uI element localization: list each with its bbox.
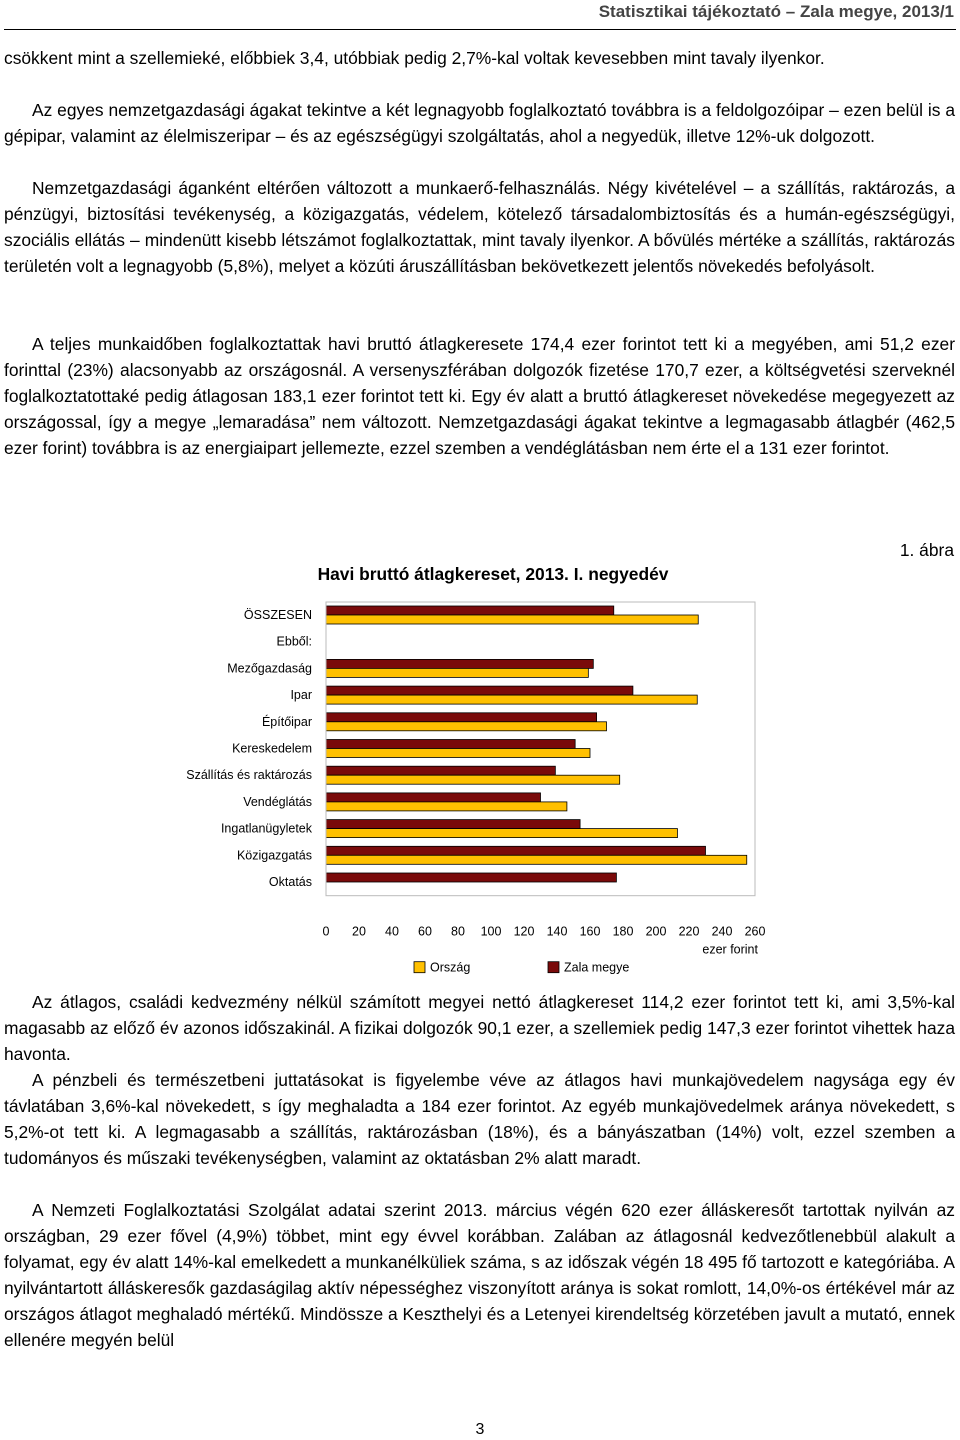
bar-zala-megye <box>326 713 597 722</box>
category-label: Építőipar <box>261 714 312 729</box>
paragraph-jobseekers: A Nemzeti Foglalkoztatási Szolgálat adatai szerint 2013. március végén 620 ezer álláskeresőt tartottak nyilván az országban, 29 ezer fővel (4,9%) többet, mint egy évvel korábban. Zalában az átlagosnál kedvezőtlenebbül alakult a folyamat, egy év alatt 14%-kal emelkedett a munkanélküliek száma, s az időszak végén 18 495 fő tartozott e kategóriába. A nyilvántartott álláskeresők gazdaságilag aktív népességhez viszonyított aránya is sokat romlott, 14,0%-os értékével már az országos átlagot meghaladó mértékű. Mindössze a Keszthelyi és a Letenyei kirendeltség körzetében javult a mutató, ennek ellenére megyén belül <box>4 1200 955 1350</box>
category-label: Oktatás <box>268 875 312 889</box>
bar-zala-megye <box>326 766 555 775</box>
category-label: Ingatlanügyletek <box>220 821 312 836</box>
x-tick-label: 40 <box>385 924 399 939</box>
bar-zala-megye <box>326 846 706 855</box>
legend-swatch <box>548 962 559 973</box>
x-tick-label: 180 <box>612 924 634 939</box>
bar-zala-megye <box>326 686 633 695</box>
header-rule <box>4 29 956 30</box>
bar-zala-megye <box>326 873 616 882</box>
bar-orszag <box>326 829 677 838</box>
category-label: Közigazgatás <box>236 848 312 863</box>
bar-orszag <box>326 749 590 758</box>
legend-label: Zala megye <box>564 960 630 975</box>
bar-zala-megye <box>326 820 580 829</box>
x-tick-label: 100 <box>480 924 502 939</box>
x-tick-label: 0 <box>322 924 330 939</box>
category-label: Kereskedelem <box>232 741 312 756</box>
bar-orszag <box>326 695 697 704</box>
bar-zala-megye <box>326 793 541 802</box>
bar-orszag <box>326 855 747 864</box>
paragraph-net-earnings: Az átlagos, családi kedvezmény nélkül számított megyei nettó átlagkereset 114,2 ezer forintot tett ki, ami 3,5%-kal magasabb az előző év azonos időszakinál. A fizikai dolgozók 90,1 ezer, a szellemiek pedig 147,3 ezer forintot vihettek haza havonta. <box>4 992 955 1064</box>
x-tick-label: 160 <box>579 924 601 939</box>
bar-zala-megye <box>326 659 593 668</box>
chart-title: Havi bruttó átlagkereset, 2013. I. negyedév <box>317 564 669 584</box>
bar-orszag <box>326 775 620 784</box>
x-tick-label: 140 <box>546 924 568 939</box>
bar-zala-megye <box>326 740 575 749</box>
x-axis-unit: ezer forint <box>702 942 758 957</box>
x-tick-label: 200 <box>645 924 667 939</box>
category-label: ÖSSZESEN <box>243 608 312 622</box>
category-label: Vendéglátás <box>243 794 312 809</box>
x-tick-label: 20 <box>352 924 366 939</box>
category-label: Ebből: <box>276 634 312 649</box>
paragraph-labor-income: A pénzbeli és természetbeni juttatásokat is figyelembe véve az átlagos havi munkajövedelem nagysága egy év távlatában 3,6%-kal növekedett, s így meghaladta a 184 ezer forintot. Az egyéb munkajövedelmek aránya növekedett, s 5,2%-ot tett ki. A legmagasabb a szállítás, raktározásban (18%), és a bányászatban (14%) volt, ezzel szemben a tudományos és műszaki tevékenységben, valamint az oktatásban 2% alatt maradt. <box>4 1070 955 1168</box>
x-tick-label: 80 <box>451 924 465 939</box>
bar-orszag <box>326 802 567 811</box>
figure-number: 1. ábra <box>899 540 954 560</box>
paragraph-continuation: csökkent mint a szellemieké, előbbiek 3,4, utóbbiak pedig 2,7%-kal voltak kevesebben mint tavaly ilyenkor. <box>4 48 825 68</box>
category-label: Mezőgazdaság <box>227 661 312 676</box>
legend-label: Ország <box>430 960 471 975</box>
x-tick-label: 260 <box>744 924 766 939</box>
page-header: Statisztikai tájékoztató – Zala megye, 2013/1 <box>598 2 954 21</box>
legend-swatch <box>414 962 425 973</box>
bar-orszag <box>326 722 607 731</box>
bar-orszag <box>326 615 698 624</box>
category-label: Ipar <box>290 688 312 703</box>
bar-zala-megye <box>326 606 614 615</box>
category-label: Szállítás és raktározás <box>186 768 312 783</box>
bar-chart <box>0 595 960 985</box>
x-tick-label: 220 <box>678 924 700 939</box>
paragraph-gross-earnings: A teljes munkaidőben foglalkoztattak havi bruttó átlagkeresete 174,4 ezer forintot tett ki a megyében, ami 51,2 ezer forinttal (23%) alacsonyabb az országosnál. A versenyszférában dolgozók fizetése 170,7 ezer, a költségvetési szerveknél foglalkoztatottaké pedig átlagosan 183,1 ezer forintot tett ki. Egy év alatt a bruttó átlagkereset növekedése megegyezett az országossal, így a megye „lemaradása” nem változott. Nemzetgazdasági ágakat tekintve a legmagasabb átlagbér (462,5 ezer forint) továbbra is az energiaipart jellemezte, ezzel szemben a vendéglátásban nem érte el a 131 ezer forintot. <box>4 334 955 458</box>
paragraph-workforce-change: Nemzetgazdasági áganként eltérően változott a munkaerő-felhasználás. Négy kivételével – a szállítás, raktározás, a pénzügyi, biztosítási tevékenység, a közigazgatás, védelem, kötelező társadalombiztosítás és a humán-egészségügyi, szociális ellátás – mindenütt kisebb létszámot foglalkoztattak, mint tavaly ilyenkor. A bővülés mértéke a szállítás, raktározás területén volt a legnagyobb (5,8%), melyet a közúti áruszállításban bekövetkezett jelentős növekedés befolyásolt. <box>4 178 955 276</box>
page-number: 3 <box>475 1421 485 1438</box>
x-tick-label: 240 <box>711 924 733 939</box>
bar-orszag <box>326 668 588 677</box>
x-tick-label: 120 <box>513 924 535 939</box>
x-tick-label: 60 <box>418 924 432 939</box>
paragraph-employment-sectors: Az egyes nemzetgazdasági ágakat tekintve a két legnagyobb foglalkoztató továbbra is a feldolgozóipar – ezen belül is a gépipar, valamint az élelmiszeripar – és az egészségügyi szolgáltatás, ahol a negyedük, illetve 12%-uk dolgozott. <box>4 100 955 146</box>
